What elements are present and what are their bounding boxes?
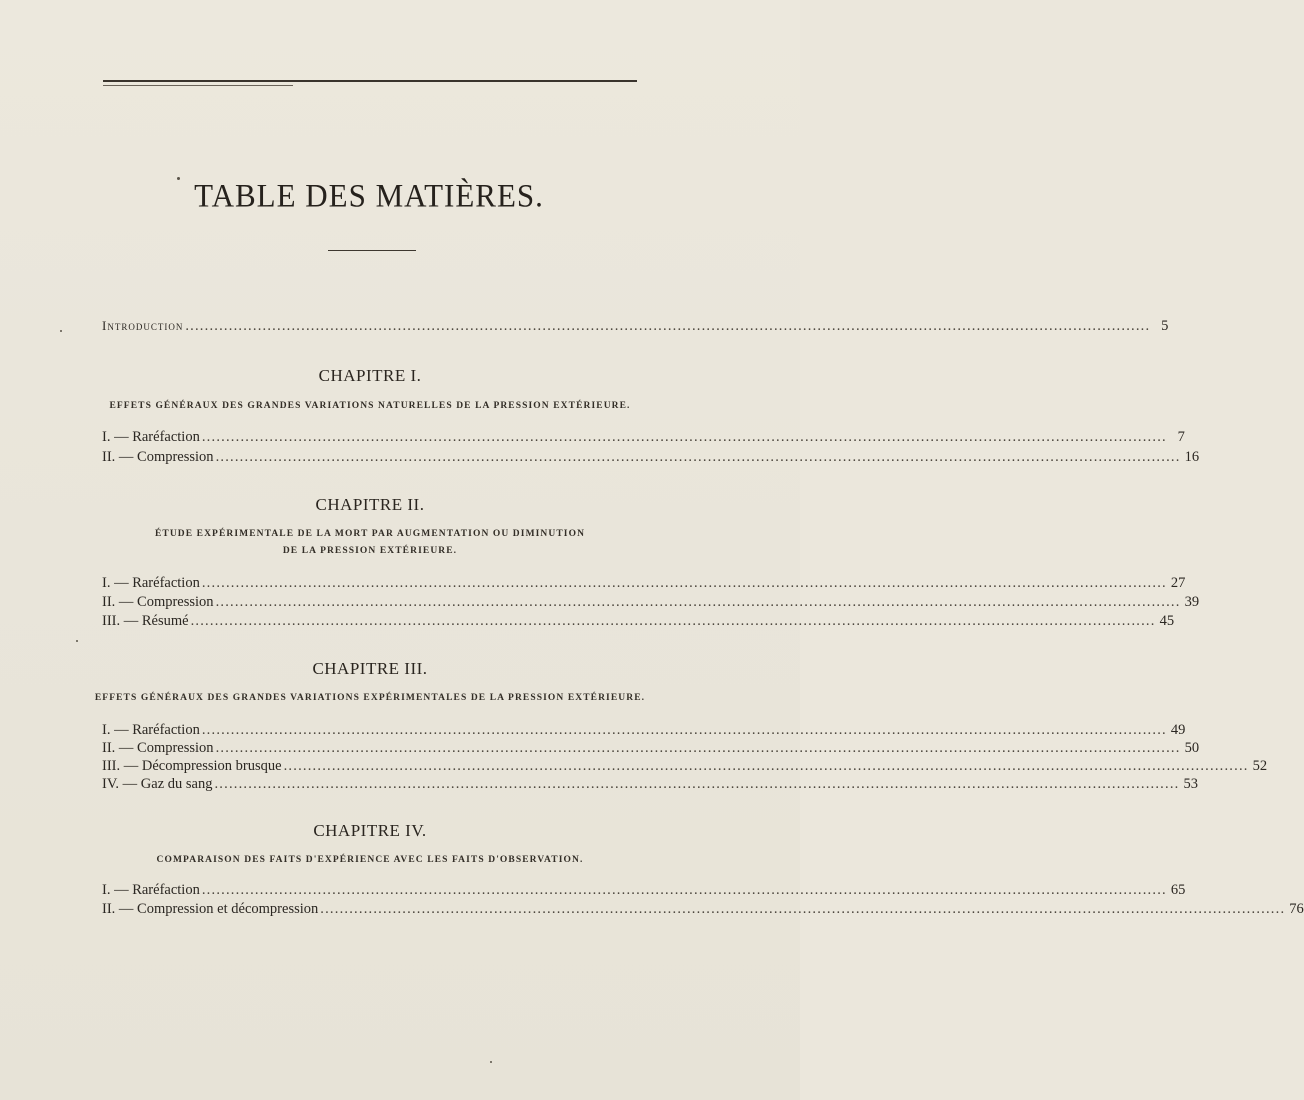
toc-entry[interactable] bbox=[102, 882, 1186, 902]
toc-entry[interactable] bbox=[102, 901, 1304, 921]
toc-entry-label: III. — Décompression brusque bbox=[102, 758, 282, 774]
toc-entry-label: III. — Résumé bbox=[102, 613, 189, 629]
toc-entry-label: I. — Raréfaction bbox=[102, 722, 200, 738]
title-divider bbox=[328, 250, 416, 251]
dot-leader: ........................................................................................................................................................................................................ bbox=[201, 882, 1167, 898]
toc-page-number: 45 bbox=[1159, 613, 1175, 629]
toc-entry[interactable] bbox=[102, 575, 1186, 595]
toc-entry[interactable] bbox=[102, 594, 1200, 614]
chapter-subtitle: COMPARAISON DES FAITS D'EXPÉRIENCE AVEC LES FAITS D'OBSERVATION. bbox=[156, 855, 584, 865]
dot-leader: ........................................................................................................................................................................................................ bbox=[201, 429, 1167, 445]
toc-entry-label: II. — Compression et décompression bbox=[102, 901, 319, 917]
toc-entry-label: II. — Compression bbox=[102, 740, 214, 756]
toc-entry[interactable] bbox=[102, 429, 1185, 449]
paper-speck bbox=[177, 177, 180, 180]
chapter-subtitle: ÉTUDE EXPÉRIMENTALE DE LA MORT PAR AUGMENTATION OU DIMINUTION bbox=[154, 529, 586, 539]
dot-leader: ........................................................................................................................................................................................................ bbox=[185, 318, 1151, 334]
paper-speck bbox=[490, 1061, 492, 1063]
dot-leader: ........................................................................................................................................................................................................ bbox=[320, 901, 1286, 917]
toc-page-number: 76 bbox=[1289, 901, 1304, 917]
toc-entry[interactable] bbox=[102, 449, 1200, 469]
toc-entry-label: I. — Raréfaction bbox=[102, 575, 200, 591]
dot-leader: ........................................................................................................................................................................................................ bbox=[201, 722, 1167, 738]
top-rule bbox=[103, 80, 637, 82]
chapter-heading: CHAPITRE IV. bbox=[313, 821, 427, 840]
toc-page-number: 16 bbox=[1184, 449, 1200, 465]
toc-entry[interactable] bbox=[102, 776, 1198, 796]
chapter-heading: CHAPITRE III. bbox=[312, 659, 428, 678]
toc-page-number: 7 bbox=[1177, 429, 1185, 445]
toc-page-number: 53 bbox=[1183, 776, 1198, 792]
dot-leader: ........................................................................................................................................................................................................ bbox=[201, 575, 1167, 591]
dot-leader: ........................................................................................................................................................................................................ bbox=[214, 776, 1180, 792]
toc-entry-label: II. — Compression bbox=[102, 449, 214, 465]
chapter-heading: CHAPITRE I. bbox=[318, 366, 422, 385]
toc-page-number: 39 bbox=[1184, 594, 1200, 610]
toc-entry-label: I. — Raréfaction bbox=[102, 429, 200, 445]
chapter-subtitle: EFFETS GÉNÉRAUX DES GRANDES VARIATIONS NATURELLES DE LA PRESSION EXTÉRIEURE. bbox=[109, 401, 631, 411]
toc-page-number: 27 bbox=[1170, 575, 1186, 591]
toc-entry-introduction[interactable] bbox=[102, 318, 1169, 338]
toc-entry-label: IV. — Gaz du sang bbox=[102, 776, 213, 792]
toc-page-number: 65 bbox=[1170, 882, 1186, 898]
dot-leader: ........................................................................................................................................................................................................ bbox=[190, 613, 1156, 629]
chapter-subtitle: EFFETS GÉNÉRAUX DES GRANDES VARIATIONS EXPÉRIMENTALES DE LA PRESSION EXTÉRIEURE. bbox=[94, 693, 646, 703]
paper-speck bbox=[60, 330, 62, 332]
toc-page-number: 50 bbox=[1184, 740, 1200, 756]
top-rule-thin bbox=[103, 85, 293, 86]
toc-entry[interactable] bbox=[102, 758, 1268, 778]
dot-leader: ........................................................................................................................................................................................................ bbox=[215, 594, 1181, 610]
toc-entry-label: II. — Compression bbox=[102, 594, 214, 610]
toc-entry[interactable] bbox=[102, 722, 1186, 742]
toc-entry-label: I. — Raréfaction bbox=[102, 882, 200, 898]
toc-page-number: 52 bbox=[1252, 758, 1268, 774]
dot-leader: ........................................................................................................................................................................................................ bbox=[283, 758, 1249, 774]
toc-page-number: 5 bbox=[1161, 318, 1169, 334]
dot-leader: ........................................................................................................................................................................................................ bbox=[215, 740, 1181, 756]
chapter-heading: CHAPITRE II. bbox=[315, 495, 425, 514]
paper-speck bbox=[76, 640, 78, 642]
dot-leader: ........................................................................................................................................................................................................ bbox=[215, 449, 1181, 465]
toc-entry[interactable] bbox=[102, 740, 1200, 760]
chapter-subtitle: DE LA PRESSION EXTÉRIEURE. bbox=[282, 546, 458, 556]
toc-page-number: 49 bbox=[1170, 722, 1186, 738]
toc-entry-label: Introduction bbox=[102, 318, 184, 333]
page-title: TABLE DES MATIÈRES. bbox=[194, 177, 544, 214]
toc-entry[interactable] bbox=[102, 613, 1175, 633]
